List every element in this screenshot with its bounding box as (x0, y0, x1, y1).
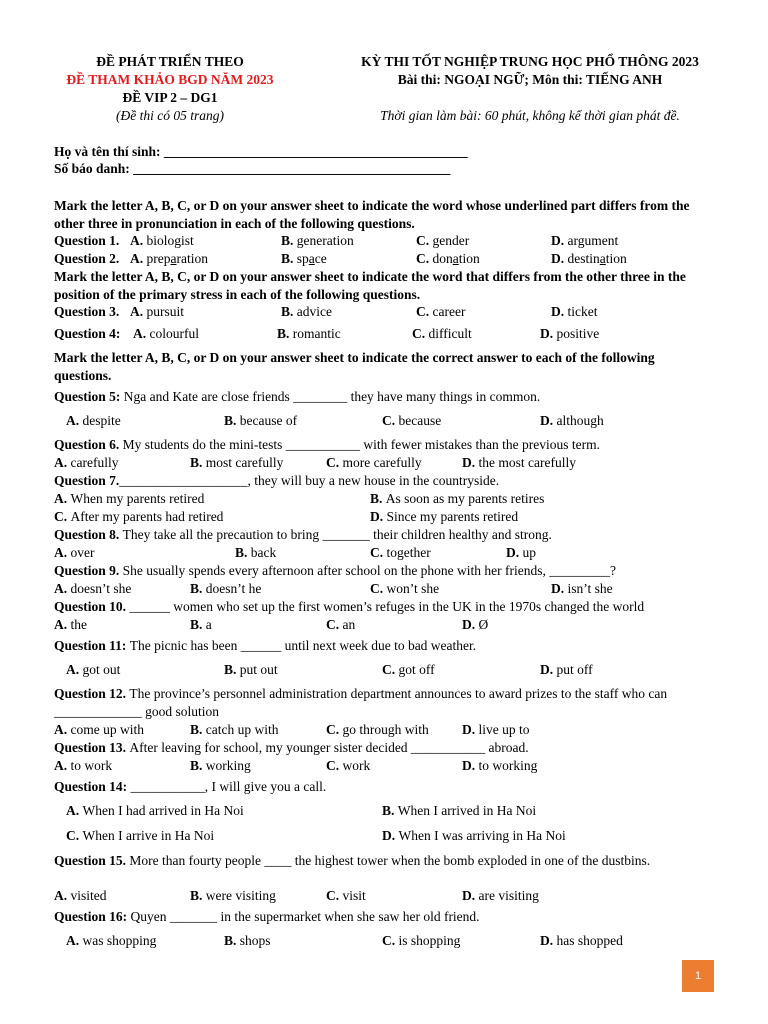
q9-option-c: C. won’t she (370, 581, 440, 596)
question-15: Question 15. More than fourty people ____ the highest tower when the bomb exploded in one of the dustbins. (54, 853, 651, 868)
q5-option-d: D. although (540, 413, 604, 428)
q8-option-b: B. back (235, 545, 277, 560)
q9-option-d: D. isn’t she (551, 581, 613, 596)
candidate-name-blank: _____________________________________________ (163, 144, 468, 159)
q15-option-b: B. were visiting (190, 888, 276, 903)
q9-option-b: B. doesn’t he (190, 581, 262, 596)
q12-option-a: A. come up with (54, 722, 144, 737)
question-12: Question 12. The province’s personnel administration department announces to award prizes to the staff who can _____________ good solution (54, 686, 668, 719)
header-right-line3: Thời gian làm bài: 60 phút, không kể thời gian phát đề. (380, 108, 680, 123)
q10-option-a: A. the (54, 617, 87, 632)
q3-option-c: C. career (416, 304, 466, 319)
question-8-text: They take all the precaution to bring _______ their children healthy and strong. (122, 527, 552, 542)
header-right-line2: Bài thi: NGOẠI NGỮ; Môn thi: TIẾNG ANH (397, 72, 663, 87)
candidate-id-label: Số báo danh: (54, 161, 134, 176)
candidate-id-line (54, 161, 450, 177)
q7-option-d: D. Since my parents retired (370, 509, 519, 524)
q7-option-b: B. As soon as my parents retires (370, 491, 545, 506)
question-14: Question 14: ___________, I will give you a call. (54, 779, 327, 794)
q1-option-d: D. argument (551, 233, 619, 248)
question-16: Question 16: Quyen _______ in the supermarket when she saw her old friend. (54, 909, 480, 924)
q2-option-d: D. destination (551, 251, 627, 266)
question-11-text: The picnic has been ______ until next week due to bad weather. (129, 638, 477, 653)
question-12-text: The province’s personnel administration department announces to award prizes to the staff who can _____________ good solution (54, 686, 668, 719)
q1-option-c: C. gender (416, 233, 470, 248)
q11-option-a: A. got out (66, 662, 121, 677)
q15-option-d: D. are visiting (462, 888, 539, 903)
q11-option-c: C. got off (382, 662, 435, 677)
q5-option-c: C. because (382, 413, 442, 428)
q4-option-c: C. difficult (412, 326, 472, 341)
q16-option-d: D. has shopped (540, 933, 623, 948)
instruction-correct-answer: Mark the letter A, B, C, or D on your answer sheet to indicate the correct answer to each of the following questions. (54, 350, 655, 383)
q13-option-c: C. work (326, 758, 371, 773)
header-left-line1: ĐỀ PHÁT TRIỂN THEO (96, 54, 244, 69)
header-left-line3: ĐỀ VIP 2 – DG1 (122, 90, 218, 105)
q13-option-b: B. working (190, 758, 251, 773)
q13-option-a: A. to work (54, 758, 113, 773)
q3-option-b: B. advice (281, 304, 332, 319)
q10-option-d: D. Ø (462, 617, 489, 632)
q14-option-c: C. When I arrive in Ha Noi (66, 828, 215, 843)
q6-option-b: B. most carefully (190, 455, 284, 470)
question-7-text: ___________________, they will buy a new house in the countryside. (119, 473, 500, 488)
q14-option-d: D. When I was arriving in Ha Noi (382, 828, 566, 843)
question-2 (54, 250, 119, 268)
header-left-line2: ĐỀ THAM KHẢO BGD NĂM 2023 (66, 72, 274, 87)
question-7: Question 7.___________________, they will buy a new house in the countryside. (54, 473, 500, 488)
header-right-line1: KỲ THI TỐT NGHIỆP TRUNG HỌC PHỔ THÔNG 2023 (361, 54, 699, 69)
question-15-text: More than fourty people ____ the highest tower when the bomb exploded in one of the dustbins. (129, 853, 651, 868)
question-6: Question 6. My students do the mini-tests ___________ with fewer mistakes than the previous term. (54, 437, 600, 452)
q1-option-b: B. generation (281, 233, 354, 248)
question-1-label: Question 1. (54, 233, 120, 248)
question-14-text: ___________, I will give you a call. (130, 779, 327, 794)
question-2-label: Question 2. (54, 251, 120, 266)
q4-option-a: A. colourful (133, 326, 199, 341)
question-10: Question 10. ______ women who set up the first women’s refuges in the UK in the 1970s changed the world (54, 599, 645, 614)
header-left-line4: (Đề thi có 05 trang) (116, 108, 224, 123)
q7-option-c: C. After my parents had retired (54, 509, 224, 524)
q12-option-c: C. go through with (326, 722, 429, 737)
q11-option-d: D. put off (540, 662, 593, 677)
candidate-name-line (54, 144, 468, 160)
q14-option-b: B. When I arrived in Ha Noi (382, 803, 537, 818)
question-9: Question 9. She usually spends every afternoon after school on the phone with her friends, _________? (54, 563, 617, 578)
q2-option-b: B. space (281, 251, 327, 266)
q5-option-b: B. because of (224, 413, 298, 428)
question-13-text: After leaving for school, my younger sister decided ___________ abroad. (129, 740, 529, 755)
q4-option-d: D. positive (540, 326, 600, 341)
question-3-label: Question 3. (54, 304, 120, 319)
q16-option-a: A. was shopping (66, 933, 157, 948)
q8-option-d: D. up (506, 545, 536, 560)
q6-option-d: D. the most carefully (462, 455, 576, 470)
question-11: Question 11: The picnic has been ______ until next week due to bad weather. (54, 638, 477, 653)
q16-option-b: B. shops (224, 933, 271, 948)
q8-option-c: C. together (370, 545, 431, 560)
q10-option-c: C. an (326, 617, 356, 632)
question-4-label: Question 4: (54, 326, 121, 341)
question-8: Question 8. They take all the precaution to bring _______ their children healthy and strong. (54, 527, 552, 542)
q8-option-a: A. over (54, 545, 95, 560)
question-3 (54, 303, 119, 321)
question-9-text: She usually spends every afternoon after school on the phone with her friends, _________? (122, 563, 617, 578)
instruction-stress: Mark the letter A, B, C, or D on your answer sheet to indicate the word that differs from the other three in the position of the primary stress in each of the following questions. (54, 269, 686, 302)
question-5: Question 5: Nga and Kate are close friends ________ they have many things in common. (54, 389, 541, 404)
q12-option-d: D. live up to (462, 722, 530, 737)
q5-option-a: A. despite (66, 413, 121, 428)
page-number: 1 (694, 970, 702, 982)
q16-option-c: C. is shopping (382, 933, 461, 948)
q10-option-b: B. a (190, 617, 212, 632)
question-5-text: Nga and Kate are close friends ________ they have many things in common. (123, 389, 541, 404)
q6-option-c: C. more carefully (326, 455, 422, 470)
candidate-id-blank: _______________________________________________ (133, 161, 451, 176)
question-6-text: My students do the mini-tests ___________ with fewer mistakes than the previous term. (122, 437, 600, 452)
q3-option-d: D. ticket (551, 304, 598, 319)
question-4 (54, 325, 120, 343)
instruction-pronunciation: Mark the letter A, B, C, or D on your answer sheet to indicate the word whose underlined part differs from the other three in pronunciation in each of the following questions. (54, 198, 690, 231)
q9-option-a: A. doesn’t she (54, 581, 132, 596)
question-10-text: ______ women who set up the first women’s refuges in the UK in the 1970s changed the world (129, 599, 645, 614)
question-13: Question 13. After leaving for school, my younger sister decided ___________ abroad. (54, 740, 529, 755)
q2-option-c: C. donation (416, 251, 480, 266)
q1-option-a: A. biologist (130, 233, 194, 248)
question-16-text: Quyen _______ in the supermarket when she saw her old friend. (130, 909, 480, 924)
candidate-name-label: Họ và tên thí sinh: (54, 144, 164, 159)
q15-option-a: A. visited (54, 888, 107, 903)
question-1 (54, 232, 119, 250)
q2-option-a: A. preparation (130, 251, 208, 266)
q11-option-b: B. put out (224, 662, 278, 677)
q4-option-b: B. romantic (277, 326, 341, 341)
q6-option-a: A. carefully (54, 455, 119, 470)
page-number-badge (682, 960, 714, 992)
q14-option-a: A. When I had arrived in Ha Noi (66, 803, 244, 818)
q12-option-b: B. catch up with (190, 722, 279, 737)
q7-option-a: A. When my parents retired (54, 491, 205, 506)
q13-option-d: D. to working (462, 758, 538, 773)
q15-option-c: C. visit (326, 888, 366, 903)
q3-option-a: A. pursuit (130, 304, 185, 319)
